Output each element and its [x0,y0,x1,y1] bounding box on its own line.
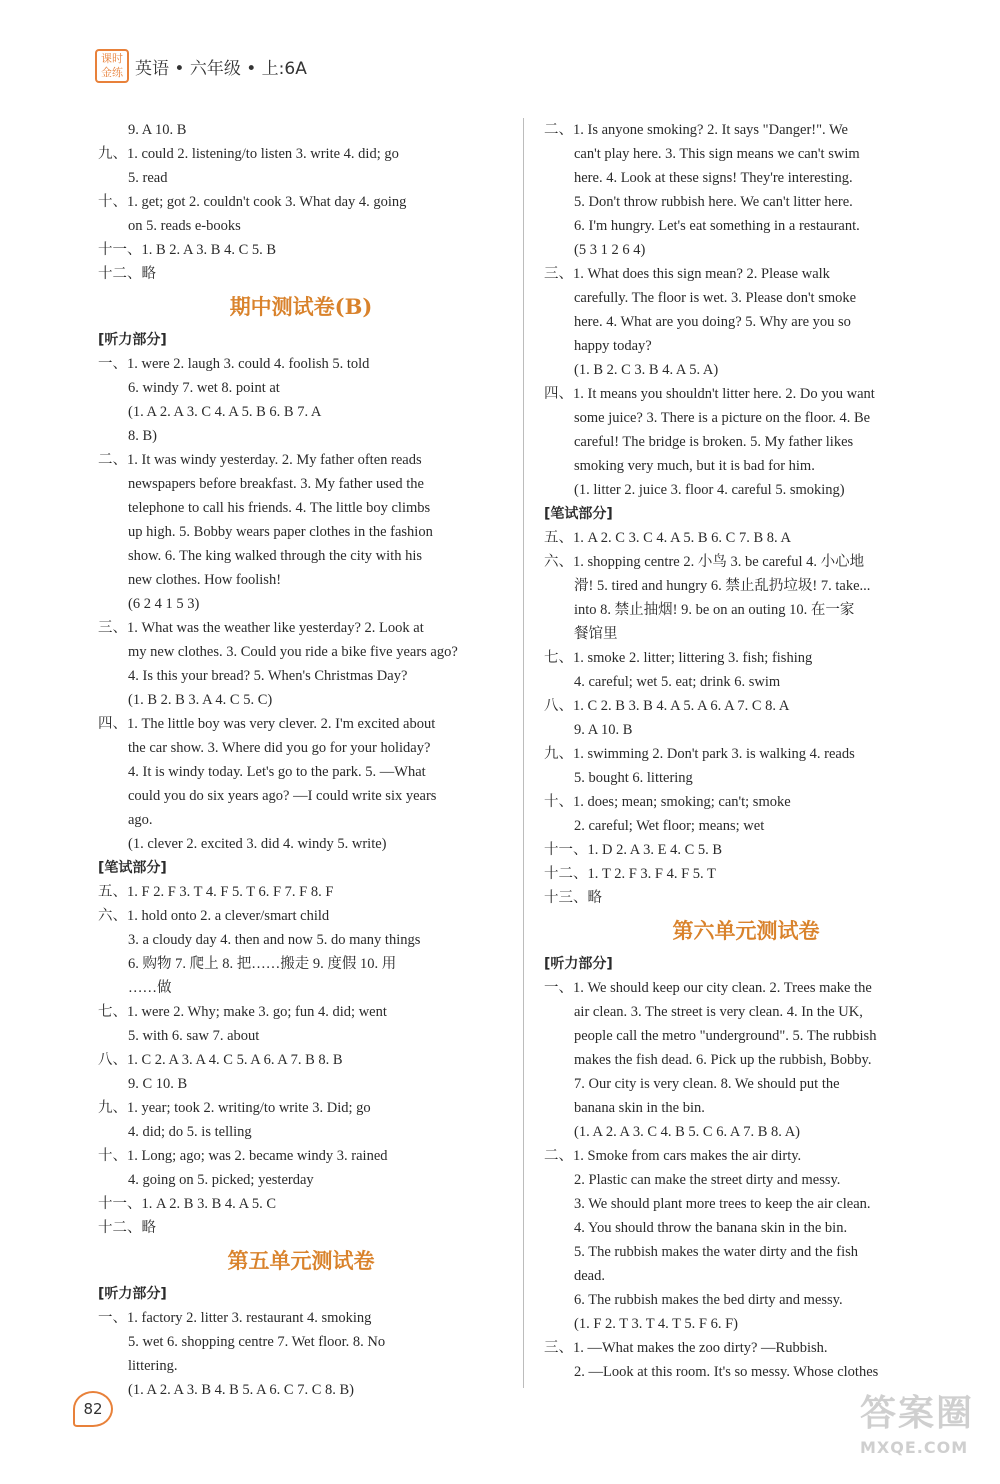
header-title: 英语 • 六年级 • 上:6A [135,58,307,79]
answer-line: 6. windy 7. wet 8. point at [128,380,280,396]
answer-line: 2. —Look at this room. It's so messy. Whose clothes [574,1364,879,1380]
answer-line: 4. careful; wet 5. eat; drink 6. swim [574,674,781,690]
answer-line: 十一、1. D 2. A 3. E 4. C 5. B [544,842,723,858]
answer-line: 六、1. shopping centre 2. 小鸟 3. be careful 4. 小心地 [544,554,865,570]
answer-line: 一、1. were 2. laugh 3. could 4. foolish 5. told [98,356,370,372]
answer-line: banana skin in the bin. [574,1100,705,1116]
answer-line: show. 6. The king walked through the city with his [128,548,422,564]
answer-line: 三、1. What does this sign mean? 2. Please walk [544,266,830,282]
section-tag: [听力部分] [544,956,613,972]
answer-line: 三、1. —What makes the zoo dirty? —Rubbish. [544,1340,828,1356]
answer-line: 9. C 10. B [128,1076,188,1092]
answer-line: 9. A 10. B [574,722,633,738]
answer-line: can't play here. 3. This sign means we can't swim [574,146,860,162]
answer-line: 三、1. What was the weather like yesterday? 2. Look at [98,620,424,636]
answer-line: (6 2 4 1 5 3) [128,596,200,612]
answer-line: 八、1. C 2. B 3. B 4. A 5. A 6. A 7. C 8. A [544,698,790,714]
watermark-bottom: MXQE.COM [860,1438,969,1457]
answer-line: 4. did; do 5. is telling [128,1124,252,1140]
right-column [544,118,948,1384]
answer-line: 四、1. It means you shouldn't litter here. 2. Do you want [544,386,875,402]
answer-line: 七、1. smoke 2. litter; littering 3. fish; fishing [544,650,813,666]
answer-line: (1. clever 2. excited 3. did 4. windy 5. write) [128,836,387,852]
answer-line: 6. I'm hungry. Let's eat something in a restaurant. [574,218,860,234]
answer-line: here. 4. Look at these signs! They're interesting. [574,170,853,186]
answer-line: on 5. reads e-books [128,218,241,234]
watermark-top: 答案圈 [860,1393,975,1434]
answer-line: 一、1. factory 2. litter 3. restaurant 4. smoking [98,1310,372,1326]
logo-line1: 课时 [101,52,123,65]
answer-line: people call the metro "underground". 5. The rubbish [574,1028,877,1044]
answer-line: (5 3 1 2 6 4) [574,242,646,258]
answer-line: (1. litter 2. juice 3. floor 4. careful 5. smoking) [574,482,845,498]
answer-line: 5. wet 6. shopping centre 7. Wet floor. 8. No [128,1334,386,1350]
answer-line: 6. The rubbish makes the bed dirty and messy. [574,1292,843,1308]
section-title: 期中测试卷(B) [229,294,373,319]
answer-line: 十二、1. T 2. F 3. F 4. F 5. T [544,866,716,882]
answer-line: some juice? 3. There is a picture on the floor. 4. Be [574,410,871,426]
answer-line: careful! The bridge is broken. 5. My father likes [574,434,854,450]
answer-line: littering. [128,1358,178,1374]
answer-line: 十、1. get; got 2. couldn't cook 3. What day 4. going [98,194,407,210]
answer-line: 5. read [128,170,168,186]
answer-line: carefully. The floor is wet. 3. Please don't smoke [574,290,857,306]
answer-line: happy today? [574,338,652,354]
answer-line: 一、1. We should keep our city clean. 2. Trees make the [544,980,872,996]
column-divider [523,118,524,1388]
answer-line: 七、1. were 2. Why; make 3. go; fun 4. did; went [98,1004,387,1020]
page-number: 82 [83,1400,103,1418]
answer-line: 十一、1. A 2. B 3. B 4. A 5. C [98,1196,277,1212]
answer-line: ago. [128,812,153,828]
answer-line: smoking very much, but it is bad for him. [574,458,815,474]
answer-line: (1. B 2. C 3. B 4. A 5. A) [574,362,719,378]
answer-line: (1. B 2. B 3. A 4. C 5. C) [128,692,273,708]
answer-line: (1. A 2. A 3. C 4. A 5. B 6. B 7. A [128,404,322,420]
answer-line: 5. Don't throw rubbish here. We can't litter here. [574,194,853,210]
answer-line: 2. careful; Wet floor; means; wet [574,818,765,834]
answer-line: 3. a cloudy day 4. then and now 5. do many things [128,932,421,948]
answer-line: 3. We should plant more trees to keep the air clean. [574,1196,871,1212]
answer-line: telephone to call his friends. 4. The little boy climbs [128,500,431,516]
answer-line: into 8. 禁止抽烟! 9. be on an outing 10. 在一家 [574,602,855,618]
answer-line: 五、1. A 2. C 3. C 4. A 5. B 6. C 7. B 8. A [544,530,791,546]
answer-line: 二、1. It was windy yesterday. 2. My father often reads [98,452,422,468]
answer-line: 十、1. does; mean; smoking; can't; smoke [544,794,791,810]
section-tag: [笔试部分] [544,506,613,522]
answer-line: new clothes. How foolish! [128,572,282,588]
answer-line: (1. A 2. A 3. C 4. B 5. C 6. A 7. B 8. A) [574,1124,801,1140]
left-column [98,118,504,1402]
section-title: 第五单元测试卷 [227,1248,375,1273]
answer-line: 5. with 6. saw 7. about [128,1028,260,1044]
answer-line: 4. Is this your bread? 5. When's Christmas Day? [128,668,408,684]
answer-line: 九、1. could 2. listening/to listen 3. write 4. did; go [98,146,399,162]
answer-line: 滑! 5. tired and hungry 6. 禁止乱扔垃圾! 7. take... [574,578,871,594]
answer-line: ……做 [128,980,172,996]
answer-line: 四、1. The little boy was very clever. 2. I'm excited about [98,716,436,732]
answer-line: up high. 5. Bobby wears paper clothes in the fashion [128,524,433,540]
answer-line: 餐馆里 [574,626,618,642]
logo-line2: 金练 [101,66,123,79]
answer-line: makes the fish dead. 6. Pick up the rubbish, Bobby. [574,1052,872,1068]
answer-line: 二、1. Is anyone smoking? 2. It says "Danger!". We [544,122,848,138]
answer-line: 6. 购物 7. 爬上 8. 把……搬走 9. 度假 10. 用 [128,956,397,972]
section-tag: [听力部分] [98,332,167,348]
answer-line: 二、1. Smoke from cars makes the air dirty. [544,1148,802,1164]
answer-line: 十二、略 [98,1220,156,1236]
answer-line: dead. [574,1268,605,1284]
answer-line: 八、1. C 2. A 3. A 4. C 5. A 6. A 7. B 8. B [98,1052,343,1068]
watermark-logo [860,1390,990,1476]
answer-line: could you do six years ago? —I could write six years [128,788,437,804]
section-tag: [笔试部分] [98,860,167,876]
answer-line: 十、1. Long; ago; was 2. became windy 3. rained [98,1148,388,1164]
answer-line: 7. Our city is very clean. 8. We should put the [574,1076,840,1092]
page-header [95,46,307,86]
answer-line: 六、1. hold onto 2. a clever/smart child [98,908,330,924]
answer-line: 2. Plastic can make the street dirty and messy. [574,1172,841,1188]
section-tag: [听力部分] [98,1286,167,1302]
answer-line: (1. A 2. A 3. B 4. B 5. A 6. C 7. C 8. B) [128,1382,355,1398]
answer-line: 九、1. year; took 2. writing/to write 3. Did; go [98,1100,371,1116]
book-logo [95,49,129,83]
answer-line: 4. You should throw the banana skin in the bin. [574,1220,848,1236]
answer-line: air clean. 3. The street is very clean. 4. In the UK, [574,1004,863,1020]
answer-line: (1. F 2. T 3. T 4. T 5. F 6. F) [574,1316,738,1332]
answer-line: my new clothes. 3. Could you ride a bike five years ago? [128,644,458,660]
answer-line: 8. B) [128,428,157,444]
answer-line: 5. bought 6. littering [574,770,693,786]
answer-line: the car show. 3. Where did you go for your holiday? [128,740,431,756]
answer-line: 5. The rubbish makes the water dirty and the fish [574,1244,859,1260]
answer-line: 九、1. swimming 2. Don't park 3. is walking 4. reads [544,746,855,762]
answer-line: newspapers before breakfast. 3. My father used the [128,476,424,492]
answer-line: here. 4. What are you doing? 5. Why are you so [574,314,851,330]
answer-line: 十一、1. B 2. A 3. B 4. C 5. B [98,242,277,258]
answer-line: 十二、略 [98,266,156,282]
answer-line: 4. going on 5. picked; yesterday [128,1172,314,1188]
page-number-badge [73,1391,113,1427]
answer-line: 4. It is windy today. Let's go to the park. 5. —What [128,764,426,780]
answer-line: 9. A 10. B [128,122,187,138]
answer-line: 十三、略 [544,890,602,906]
answer-line: 五、1. F 2. F 3. T 4. F 5. T 6. F 7. F 8. F [98,884,334,900]
section-title: 第六单元测试卷 [672,918,820,943]
